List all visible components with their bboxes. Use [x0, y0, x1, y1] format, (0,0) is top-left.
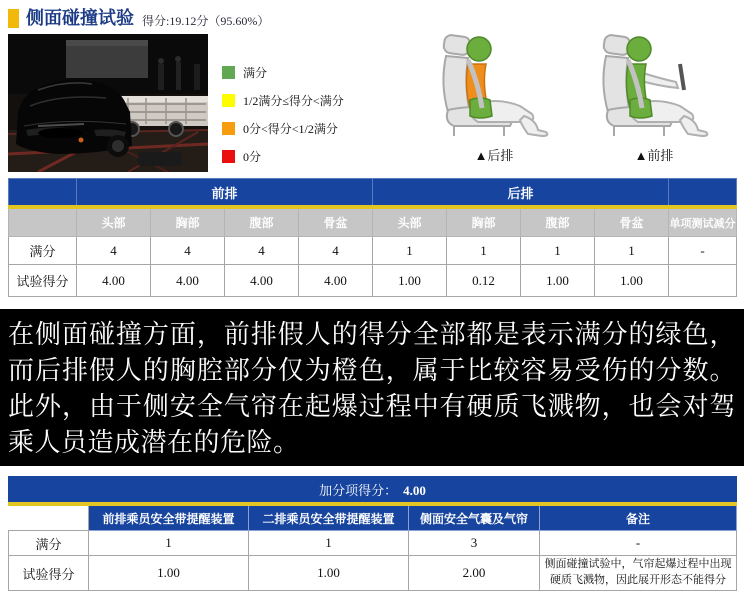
cell: 3 — [409, 531, 540, 556]
table-group-header-row — [9, 179, 737, 208]
cell: 1.00 — [521, 265, 595, 297]
cell: - — [669, 237, 737, 265]
row-label: 满分 — [9, 237, 77, 265]
orange-swatch-icon — [222, 122, 235, 135]
table-subheader-row — [9, 207, 737, 237]
col-remarks: 备注 — [540, 504, 737, 531]
bonus-test-score-row — [9, 556, 737, 591]
hero-section — [0, 32, 744, 174]
bonus-header-row — [9, 477, 737, 505]
legend-item-zero: 0分 — [222, 142, 400, 170]
bonus-total-label: 加分项得分： — [319, 483, 398, 498]
bonus-score-table — [8, 476, 737, 591]
red-swatch-icon — [222, 150, 235, 163]
row-label: 试验得分 — [9, 265, 77, 297]
deduction-group-cell — [669, 179, 737, 208]
rear-seat-label: ▲后排 — [474, 148, 514, 163]
page-title: 侧面碰撞试验 — [26, 8, 134, 28]
col-front-chest: 胸部 — [151, 207, 225, 237]
col-rear-abdomen: 腹部 — [521, 207, 595, 237]
col-rear-head: 头部 — [373, 207, 447, 237]
cell: 4.00 — [225, 265, 299, 297]
summary-text-band: 在侧面碰撞方面，前排假人的得分全部都是表示满分的绿色，而后排假人的胸腔部分仅为橙色，属于比较容易受伤的分数。此外，由于侧安全气帘在起爆过程中有硬质飞溅物，也会对驾乘人员造成潜在的危险。 — [0, 309, 744, 466]
rear-row-group-header: 后排 — [373, 179, 669, 208]
cell: 1 — [249, 531, 409, 556]
subheader-blank-cell — [9, 207, 77, 237]
crash-test-photo — [8, 34, 208, 172]
total-score-text: 得分:19.12分（95.60%） — [142, 13, 270, 28]
col-side-airbag-curtain: 侧面安全气囊及气帘 — [409, 504, 540, 531]
bonus-max-score-row — [9, 531, 737, 556]
row-label: 试验得分 — [9, 556, 89, 591]
cell: 4.00 — [299, 265, 373, 297]
front-seat-dummy-icon — [584, 34, 724, 138]
rear-seat-figure — [414, 34, 574, 174]
cell: - — [540, 531, 737, 556]
cell: 1 — [89, 531, 249, 556]
cell: 1 — [373, 237, 447, 265]
cell: 1 — [521, 237, 595, 265]
cell: 4 — [77, 237, 151, 265]
bonus-blank-cell — [9, 504, 89, 531]
cell: 4 — [225, 237, 299, 265]
bonus-subheader-row — [9, 504, 737, 531]
cell: 2.00 — [409, 556, 540, 591]
cell — [669, 265, 737, 297]
green-swatch-icon — [222, 66, 235, 79]
cell: 1 — [595, 237, 669, 265]
cell: 1.00 — [373, 265, 447, 297]
body-region-score-table — [8, 178, 737, 297]
cell: 0.12 — [447, 265, 521, 297]
test-score-row — [9, 265, 737, 297]
score-color-legend — [208, 34, 400, 174]
bonus-total-value: 4.00 — [403, 483, 426, 498]
cell: 1.00 — [89, 556, 249, 591]
legend-item-zero-to-half: 0分<得分<1/2满分 — [222, 114, 400, 142]
rear-seat-dummy-icon — [424, 34, 564, 138]
front-row-group-header: 前排 — [77, 179, 373, 208]
cell: 1.00 — [249, 556, 409, 591]
crash-photo-illustration — [8, 34, 208, 172]
cell: 4.00 — [77, 265, 151, 297]
cell: 1.00 — [595, 265, 669, 297]
max-score-row — [9, 237, 737, 265]
dummy-seat-diagrams — [400, 34, 740, 174]
bonus-total-header — [9, 477, 737, 505]
front-seat-label: ▲前排 — [634, 148, 674, 163]
cell: 4 — [151, 237, 225, 265]
col-front-abdomen: 腹部 — [225, 207, 299, 237]
col-front-pelvis: 骨盆 — [299, 207, 373, 237]
legend-item-full-score: 满分 — [222, 58, 400, 86]
title-marker — [8, 9, 19, 28]
yellow-swatch-icon — [222, 94, 235, 107]
section-titlebar — [0, 0, 744, 32]
col-front-seatbelt-reminder: 前排乘员安全带提醒装置 — [89, 504, 249, 531]
col-second-row-seatbelt-reminder: 二排乘员安全带提醒装置 — [249, 504, 409, 531]
col-front-head: 头部 — [77, 207, 151, 237]
legend-item-half-to-full: 1/2满分≤得分<满分 — [222, 86, 400, 114]
front-seat-figure — [574, 34, 734, 174]
row-label: 满分 — [9, 531, 89, 556]
col-deduction: 单项测试减分 — [669, 207, 737, 237]
col-rear-pelvis: 骨盆 — [595, 207, 669, 237]
cell: 4 — [299, 237, 373, 265]
corner-cell — [9, 179, 77, 208]
col-rear-chest: 胸部 — [447, 207, 521, 237]
cell: 1 — [447, 237, 521, 265]
cell: 4.00 — [151, 265, 225, 297]
remarks-note-cell: 侧面碰撞试验中，气帘起爆过程中出现硬质飞溅物，因此展开形态不能得分 — [540, 556, 737, 591]
